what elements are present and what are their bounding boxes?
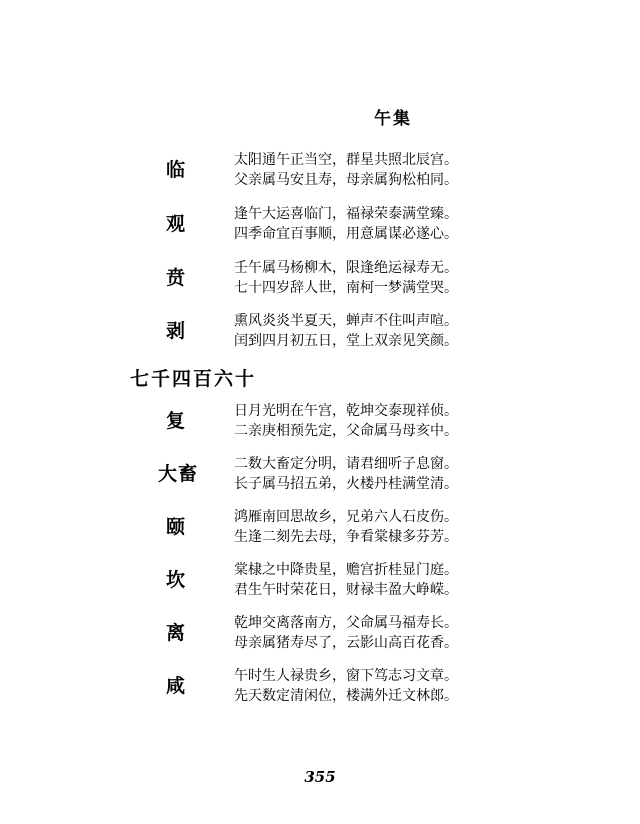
hexagram-entry-bo (0, 311, 640, 351)
hexagram-entry-yi (0, 507, 640, 547)
hexagram-name: 复 (165, 410, 186, 432)
verse-line: 棠棣之中降贵星，赡宫折桂显门庭。 (234, 562, 458, 578)
hexagram-name: 坎 (165, 569, 186, 591)
section-title: 七千四百六十 (130, 368, 257, 390)
verse-block (234, 613, 458, 653)
hexagram-entry-li (0, 613, 640, 653)
verse-block (234, 311, 458, 351)
verse-line: 闰到四月初五日，堂上双亲见笑颜。 (234, 333, 458, 349)
hexagram-entry-fu (0, 401, 640, 441)
verse-line: 七十四岁辞人世，南柯一梦满堂哭。 (234, 280, 458, 296)
verse-line: 熏风炎炎半夏天，蝉声不住叫声喧。 (234, 313, 458, 329)
hexagram-name: 剥 (165, 320, 186, 342)
verse-line: 父亲属马安且寿，母亲属狗松柏同。 (234, 172, 458, 188)
hexagram-entry-xian (0, 666, 640, 706)
hexagram-entry-kan (0, 560, 640, 600)
hexagram-name: 临 (165, 159, 186, 181)
verse-line: 乾坤交离落南方，父命属马福寿长。 (234, 615, 458, 631)
verse-line: 先天数定清闲位，楼满外迁文林郎。 (234, 688, 458, 704)
verse-block (234, 204, 458, 244)
verse-line: 日月光明在午宫，乾坤交泰现祥侦。 (234, 403, 458, 419)
hexagram-name: 离 (165, 622, 186, 644)
hexagram-entry-daxu (0, 454, 640, 494)
verse-block (234, 454, 458, 494)
hexagram-name: 咸 (165, 675, 186, 697)
verse-block (234, 666, 458, 706)
verse-line: 长子属马招五弟，火楼丹桂满堂清。 (234, 476, 458, 492)
verse-line: 生逢二刻先去母，争看棠棣多芬芳。 (234, 529, 458, 545)
verse-block (234, 401, 458, 441)
verse-line: 壬午属马杨柳木，限逢绝运禄寿无。 (234, 260, 458, 276)
hexagram-name: 颐 (165, 516, 186, 538)
hexagram-entry-bi (0, 258, 640, 298)
verse-block (234, 150, 458, 190)
verse-line: 君生午时荣花日，财禄丰盈大峥嵘。 (234, 582, 458, 598)
verse-block (234, 507, 458, 547)
verse-line: 太阳通午正当空，群星共照北辰宫。 (234, 152, 458, 168)
hexagram-entry-lin (0, 150, 640, 190)
verse-line: 鸿雁南回思故乡，兄弟六人石皮伤。 (234, 509, 458, 525)
verse-block (234, 258, 458, 298)
hexagram-name: 大畜 (157, 463, 198, 485)
page-header: 午集 (374, 109, 412, 129)
verse-line: 逢午大运喜临门，福禄荣泰满堂臻。 (234, 206, 458, 222)
verse-line: 母亲属猪寿尽了，云影山高百花香。 (234, 635, 458, 651)
verse-line: 四季命宜百事顺，用意属谋必遂心。 (234, 226, 458, 242)
verse-block (234, 560, 458, 600)
hexagram-entry-guan (0, 204, 640, 244)
hexagram-name: 观 (165, 213, 186, 235)
hexagram-name: 贲 (165, 267, 186, 289)
verse-line: 二数大畜定分明，请君细听子息窗。 (234, 456, 458, 472)
page-number: 355 (304, 768, 336, 786)
verse-line: 二亲庚相预先定，父命属马母亥中。 (234, 423, 458, 439)
verse-line: 午时生人禄贵乡，窗下笃志习文章。 (234, 668, 458, 684)
